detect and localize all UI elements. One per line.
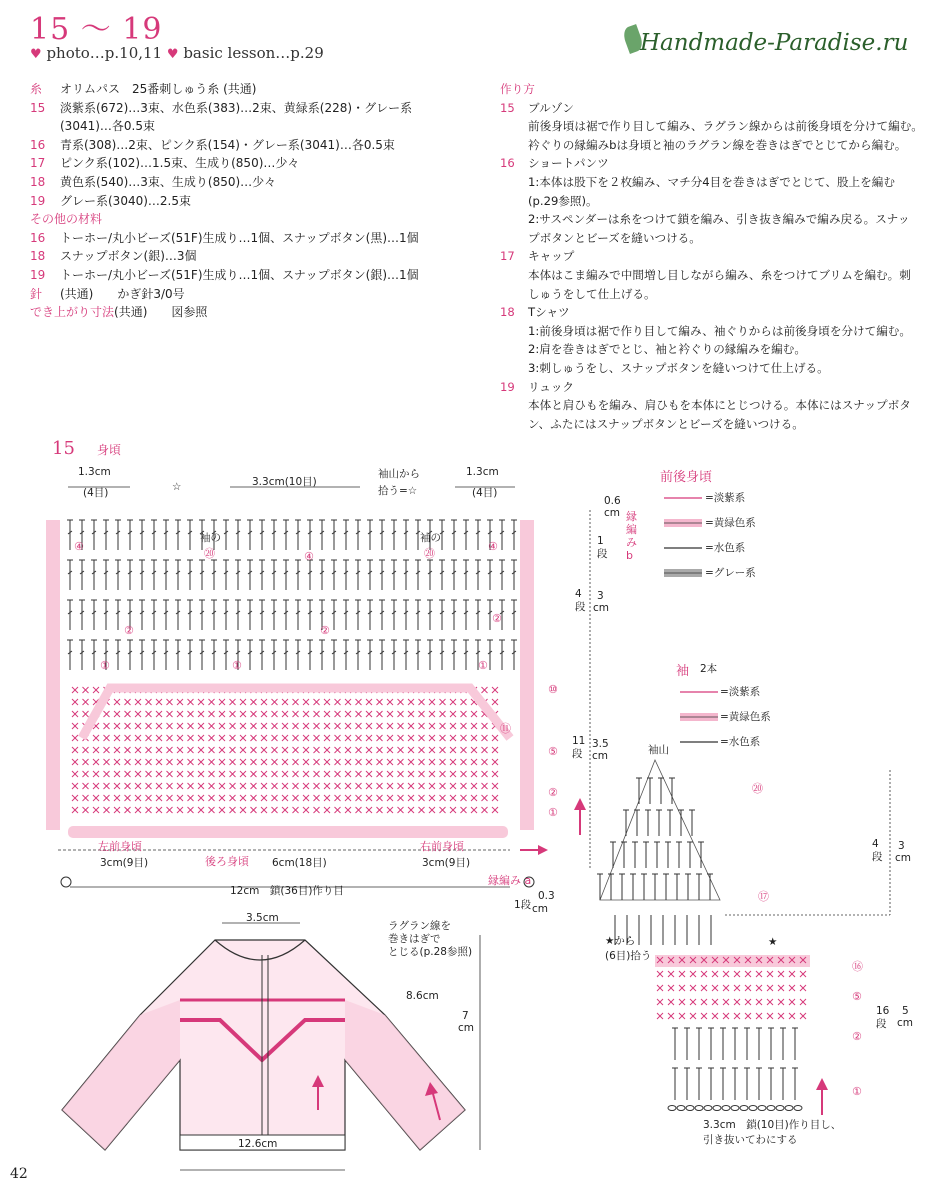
site-logo: Handmade-Paradise.ru (640, 30, 909, 56)
method-num: 19 (500, 379, 515, 394)
sodeyama-note2: 拾う=☆ (378, 485, 418, 497)
row-20-marker: ⑳ (204, 547, 215, 560)
materials-section (30, 80, 500, 322)
sleeve-dim-3: 3 (898, 840, 905, 852)
edge-a-dim: 0.3 (538, 890, 555, 902)
method-text: ブルゾン (528, 100, 574, 115)
method-text: 2:サスペンダーは糸をつけて鎖を編み、引き抜き編みで編み戻る。スナッ (528, 212, 910, 227)
size-label: でき上がり寸法 (30, 305, 115, 320)
method-num: 16 (500, 156, 515, 171)
foundation-chain: 12cm 鎖(36目)作り目 (230, 885, 344, 897)
legend-item: =黄緑色系 (720, 711, 771, 723)
other-materials-label: その他の材料 (30, 212, 103, 227)
dim-right-stitches: (4目) (472, 487, 498, 499)
single-crochet-rows (72, 687, 498, 813)
yarn-label: 糸 (30, 82, 43, 96)
materials-item (30, 173, 500, 192)
pick-star: ★から (605, 935, 636, 947)
row-11-marker: ⑪ (500, 722, 511, 735)
heart-icon: ♥ (30, 47, 42, 62)
body-dim-unit: cm (593, 602, 610, 614)
dim-center-width: 3.3cm(10目) (252, 476, 317, 488)
method-text: プボタンとビーズを縫いつける。 (528, 230, 701, 245)
body-rows-4: 4段 (575, 588, 586, 613)
row-4-marker: ④ (74, 540, 84, 553)
body-dim-35: 3.5 (592, 738, 609, 750)
method-text: Tシャツ (528, 305, 570, 320)
sleeve-row-17: ⑰ (758, 890, 769, 903)
double-crochet-rows (67, 520, 517, 670)
row-1-marker: ① (478, 659, 488, 672)
item-key: 15 (30, 100, 46, 115)
star-black: ★ (768, 936, 778, 948)
row-1-marker: ① (232, 659, 242, 672)
method-line (500, 396, 925, 415)
item-text: トーホー/丸小ビーズ(51F)生成り…1個、スナップボタン(黒)…1個 (60, 230, 419, 245)
item-text: ピンク系(102)…1.5束、生成り(850)…少々 (60, 156, 300, 171)
edge-b-label: 縁編みb (626, 510, 637, 562)
edge-b-unit: cm (604, 507, 621, 519)
row-1-marker: ① (548, 806, 558, 819)
sleeve-cap-label: 袖山 (648, 744, 669, 756)
hem-band (68, 826, 508, 838)
legend-sleeve-swatches (680, 692, 718, 742)
body-rows-11: 11段 (572, 735, 586, 760)
sleeve-chain2: 引き抜いてわにする (703, 1134, 798, 1146)
marker-circle (61, 877, 71, 887)
edge-column-right (520, 520, 534, 830)
legend-item: =淡紫系 (705, 492, 746, 504)
star-mark: ☆ (172, 481, 182, 493)
method-section (500, 80, 925, 433)
method-num: 15 (500, 100, 515, 115)
legend-body-swatches (664, 498, 702, 573)
edge-a-label: 縁編み a (488, 874, 532, 887)
method-line (500, 266, 925, 285)
legend-item: =黄緑色系 (705, 517, 756, 529)
sweater-illustration (62, 923, 480, 1170)
other-item (30, 266, 500, 285)
method-line (500, 378, 925, 397)
method-text: (p.29参照)。 (528, 193, 598, 208)
row-4-marker: ④ (304, 550, 314, 563)
method-line (500, 340, 925, 359)
row-4-marker: ④ (488, 540, 498, 553)
item-key: 16 (30, 137, 46, 152)
method-line (500, 229, 925, 248)
sweater-neck-dim: 3.5cm (246, 912, 279, 924)
legend-body-title: 前後身頃 (660, 470, 713, 485)
item-key: 18 (30, 249, 46, 264)
item-text: 青系(308)…2束、ピンク系(154)・グレー系(3041)…各0.5束 (60, 137, 395, 152)
sleeve-cap-outline (600, 760, 720, 900)
item-text: 淡紫系(672)…3束、水色系(383)…2束、黄緑系(228)・グレー系 (60, 100, 413, 115)
edge-a-unit: cm (532, 903, 549, 915)
legend-item: =淡紫系 (720, 686, 761, 698)
reference-line (30, 44, 324, 62)
item-text: グレー系(3040)…2.5束 (60, 193, 191, 208)
sweater-width-dim: 12.6cm (238, 1138, 278, 1150)
method-text: リュック (528, 379, 575, 394)
item-text: スナップボタン(銀)…3個 (60, 249, 197, 264)
legend-sleeve-title: 袖 (676, 664, 690, 679)
sleeve-label-right: 袖の (420, 532, 441, 544)
sweater-length-dim: 7 (462, 1010, 469, 1022)
right-front-label: 右前身頃 (420, 840, 464, 853)
sleeve-row-16: ⑯ (852, 960, 863, 973)
raglan-note3: とじる(p.28参照) (388, 946, 473, 958)
method-text: 本体はこま編みで中間増し目しながら編み、糸をつけてブリムを編む。刺 (528, 267, 911, 282)
dim-left-stitches: (4目) (83, 487, 109, 499)
materials-item (30, 192, 500, 211)
method-text: 2:肩を巻きはぎでとじ、袖と衿ぐりの縁編みを編む。 (528, 342, 806, 357)
sleeve-dim-unit: cm (895, 852, 912, 864)
yarn-text: オリムパス 25番刺しゅう糸 (共通) (60, 82, 257, 96)
right-arrow-icon (538, 845, 548, 855)
row-20-marker: ⑳ (424, 547, 435, 560)
dim-left-width: 1.3cm (78, 466, 111, 478)
sleeve-label-left: 袖の (200, 532, 221, 544)
edge-a-rows: 1段 (514, 899, 532, 911)
sleeve-row-2: ② (852, 1030, 862, 1043)
item-key: 19 (30, 193, 46, 208)
up-arrow-icon (816, 1078, 828, 1090)
sleeve-cuff-stitches (668, 1028, 802, 1111)
body-dim-3: 3 (597, 590, 604, 602)
method-line (500, 285, 925, 304)
right-front-dim: 3cm(9目) (422, 857, 471, 869)
back-label: 後ろ身頃 (205, 855, 249, 868)
method-text: 1:前後身頃は裾で作り目して編み、袖ぐりからは前後身頃を分けて編む。 (528, 323, 911, 338)
row-5-marker: ⑤ (548, 745, 558, 758)
method-line (500, 173, 925, 192)
method-line (500, 99, 925, 118)
row-2-marker: ② (492, 612, 502, 625)
row-2-marker: ② (548, 786, 558, 799)
photo-ref: photo…p.10,11 (46, 44, 163, 62)
edge-b-rows: 1段 (597, 535, 608, 560)
pick-star2: (6目)拾う (605, 950, 652, 962)
method-text: 衿ぐりの縁編みbは身頃と袖のラグラン線を巻きはぎでとじてから編む。 (528, 137, 907, 152)
legend-item: =グレー系 (705, 567, 756, 579)
method-text: 本体と肩ひもを編み、肩ひもを本体にとじつける。本体にはスナップボタ (528, 398, 911, 413)
sleeve-rows-4: 4段 (872, 838, 883, 863)
item-key: 17 (30, 156, 46, 171)
left-front-dim: 3cm(9目) (100, 857, 149, 869)
item-text: (3041)…各0.5束 (60, 119, 155, 134)
body-dim-unit2: cm (592, 750, 609, 762)
sleeve-cap-stitches (597, 778, 713, 945)
method-line (500, 192, 925, 211)
method-text: キャップ (528, 249, 575, 264)
back-dim: 6cm(18目) (272, 857, 327, 869)
sleeve-row-1: ① (852, 1085, 862, 1098)
method-text: ショートパンツ (528, 156, 609, 171)
diagram-number: 15 (52, 438, 75, 459)
edge-b-dim: 0.6 (604, 495, 621, 507)
method-line (500, 415, 925, 434)
row-2-marker: ② (320, 624, 330, 637)
row-2-marker: ② (124, 624, 134, 637)
method-text: しゅうをして仕上げる。 (528, 286, 656, 301)
edge-column-left (46, 520, 60, 830)
materials-item (30, 154, 500, 173)
method-line (500, 210, 925, 229)
left-front-label: 左前身頃 (98, 840, 142, 853)
row-1-marker: ① (100, 659, 110, 672)
method-line (500, 136, 925, 155)
needle-label: 針 (30, 286, 43, 301)
row-10-marker: ⑩ (548, 683, 558, 696)
method-label: 作り方 (500, 82, 535, 96)
materials-item (30, 136, 500, 155)
method-num: 18 (500, 305, 515, 320)
page-number: 42 (10, 1166, 28, 1182)
legend-sleeve-count: 2本 (700, 663, 718, 675)
other-item (30, 247, 500, 266)
sleeve-rows-16: 16段 (876, 1005, 890, 1030)
up-arrow-icon (574, 798, 586, 810)
method-text: 3:刺しゅうをし、スナップボタンを縫いつけて仕上げる。 (528, 360, 829, 375)
method-line (500, 154, 925, 173)
raglan-note1: ラグラン線を (388, 920, 451, 932)
method-num: 17 (500, 249, 515, 264)
sleeve-chain: 3.3cm 鎖(10目)作り目し、 (703, 1119, 842, 1131)
method-line (500, 247, 925, 266)
method-line (500, 359, 925, 378)
sleeve-dim-unit2: cm (897, 1017, 914, 1029)
legend-item: =水色系 (705, 542, 746, 554)
method-text: 1:本体は股下を２枚編み、マチ分4目を巻きはぎでとじて、股上を編む (528, 174, 895, 189)
method-text: ン、ふたにはスナップボタンとビーズを縫いつける。 (528, 416, 804, 431)
item-key: 16 (30, 230, 46, 245)
materials-item (30, 117, 500, 136)
page-title: 15 〜 19 (30, 12, 163, 47)
basic-lesson-ref: basic lesson…p.29 (183, 44, 324, 62)
method-line (500, 117, 925, 136)
materials-item (30, 99, 500, 118)
item-text: 黄色系(540)…3束、生成り(850)…少々 (60, 174, 277, 189)
heart-icon: ♥ (166, 47, 179, 62)
sleeve-band (655, 955, 810, 967)
other-item (30, 229, 500, 248)
item-text: トーホー/丸小ビーズ(51F)生成り…1個、スナップボタン(銀)…1個 (60, 267, 419, 282)
sleeve-row-20: ⑳ (752, 782, 763, 795)
sweater-sleeve-dim: 8.6cm (406, 990, 439, 1002)
item-key: 19 (30, 267, 46, 282)
item-key: 18 (30, 174, 46, 189)
sleeve-dim-5: 5 (902, 1005, 909, 1017)
crochet-diagram (0, 460, 943, 1193)
method-line (500, 303, 925, 322)
size-text: (共通) 図参照 (114, 305, 208, 320)
dim-right-width: 1.3cm (466, 466, 499, 478)
sleeve-row-5: ⑤ (852, 990, 862, 1003)
method-line (500, 322, 925, 341)
legend-item: =水色系 (720, 736, 761, 748)
diagram-name: 身頃 (97, 443, 122, 457)
raglan-note2: 巻きはぎで (388, 933, 441, 945)
needle-text: (共通) かぎ針3/0号 (60, 286, 185, 301)
sweater-length-unit: cm (458, 1022, 475, 1034)
method-text: 前後身頃は裾で作り目して編み、ラグラン線からは前後身頃を分けて編む。 (528, 119, 923, 134)
sodeyama-note: 袖山から (378, 468, 420, 480)
